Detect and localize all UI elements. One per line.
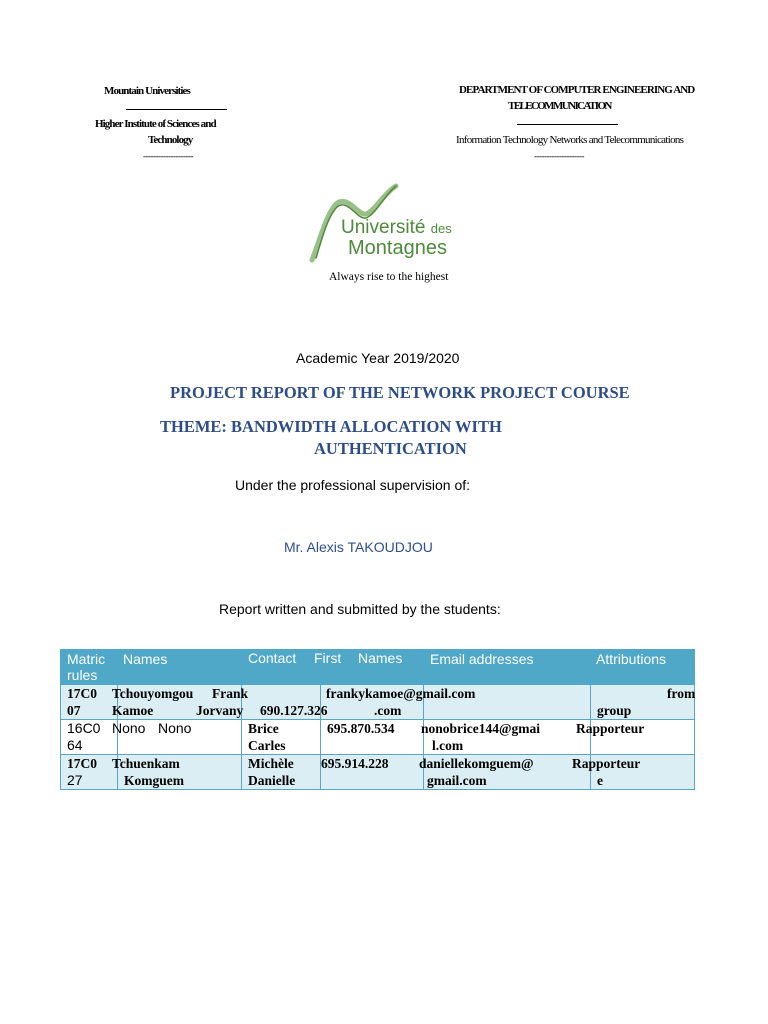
university-name: Mountain Universities xyxy=(104,85,190,97)
institute-name-cont: Technology xyxy=(148,134,193,146)
header-contact: Contact xyxy=(248,650,297,666)
matric-cell: 16C0 xyxy=(67,720,101,736)
header-first: First xyxy=(314,650,342,666)
first-name-cell: Danielle xyxy=(248,773,296,788)
contact-cell: 695.914.228 xyxy=(321,756,389,771)
matric-cell: 64 xyxy=(67,737,83,753)
first-name-cell: Michèle xyxy=(248,756,294,771)
header-first-names: Names xyxy=(358,650,403,666)
header-names: Names xyxy=(123,651,168,667)
submitted-label: Report written and submitted by the students: xyxy=(219,601,501,617)
university-logo xyxy=(308,180,478,265)
logo-text-universite: Université xyxy=(341,217,426,238)
theme-title-cont: AUTHENTICATION xyxy=(314,439,467,458)
first-name-cell: Brice xyxy=(248,721,279,736)
attribution-cell: from xyxy=(667,686,696,701)
email-cell: .com xyxy=(374,703,402,718)
header-rules: rules xyxy=(67,667,98,683)
students-table xyxy=(60,649,695,790)
department-name-cont: TELECOMMUNICATION xyxy=(508,100,611,112)
email-cell: frankykamoe@gmail.com xyxy=(326,686,476,701)
header-email: Email addresses xyxy=(430,651,534,667)
header-matric: Matric xyxy=(67,651,106,667)
email-cell: l.com xyxy=(432,738,464,753)
attribution-cell: Rapporteur xyxy=(572,756,641,771)
matric-cell: 17C0 xyxy=(67,756,97,771)
first-name-cell: Carles xyxy=(248,738,286,753)
names-cell: Tchouyomgou xyxy=(112,686,194,701)
matric-cell: 07 xyxy=(67,703,81,718)
first-name-cell: Frank xyxy=(212,686,249,701)
divider-dashes: -------------------- xyxy=(534,151,584,161)
divider xyxy=(517,124,618,125)
logo-text-montagnes: Montagnes xyxy=(348,237,447,259)
first-name-cell: Jorvany xyxy=(196,703,244,718)
table-row xyxy=(61,755,695,790)
matric-cell: 17C0 xyxy=(67,686,97,701)
theme-title: THEME: BANDWIDTH ALLOCATION WITH xyxy=(160,417,502,436)
supervisor-name: Mr. Alexis TAKOUDJOU xyxy=(284,539,433,555)
names-cell: Nono xyxy=(112,720,146,736)
email-cell: gmail.com xyxy=(427,773,487,788)
logo-text-des: des xyxy=(430,221,452,236)
table-row xyxy=(61,685,695,720)
department-name: DEPARTMENT OF COMPUTER ENGINEERING AND xyxy=(459,84,695,96)
header-attributions: Attributions xyxy=(596,651,667,667)
names-cell: Tchuenkam xyxy=(112,756,180,771)
supervision-label: Under the professional supervision of: xyxy=(235,477,471,493)
attribution-cell: e xyxy=(597,773,603,788)
report-title: PROJECT REPORT OF THE NETWORK PROJECT COURSE xyxy=(170,383,630,402)
matric-cell: 27 xyxy=(67,772,83,788)
divider xyxy=(126,109,227,110)
table-header-row xyxy=(61,650,695,685)
academic-year: Academic Year 2019/2020 xyxy=(296,350,460,366)
logo-slogan: Always rise to the highest xyxy=(329,271,449,283)
contact-cell: 690.127.326 xyxy=(260,703,328,718)
names-cell: Komguem xyxy=(124,773,184,788)
attribution-cell: Rapporteur xyxy=(576,721,645,736)
table-row xyxy=(61,720,695,755)
program-name: Information Technology Networks and Telecommunications xyxy=(456,134,684,146)
contact-cell: 695.870.534 xyxy=(327,721,395,736)
institute-name: Higher Institute of Sciences and xyxy=(95,118,216,130)
names-cell: Kamoe xyxy=(112,703,154,718)
divider-dashes: -------------------- xyxy=(143,151,193,161)
email-cell: daniellekomguem@ xyxy=(419,756,534,771)
names-cell: Nono xyxy=(158,720,192,736)
email-cell: nonobrice144@gmai xyxy=(421,721,541,736)
attribution-cell: group xyxy=(597,703,632,718)
